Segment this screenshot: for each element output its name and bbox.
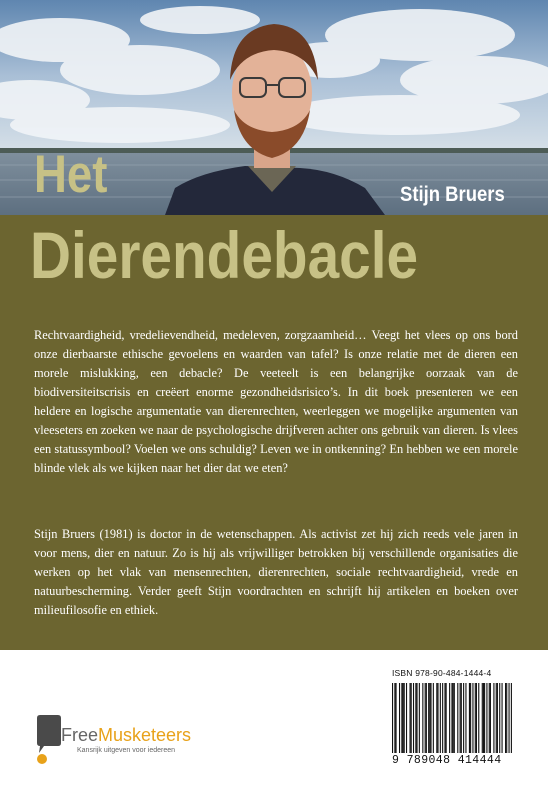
- barcode-bar: [463, 683, 464, 753]
- barcode-bar: [499, 683, 500, 753]
- barcode-bar: [411, 683, 412, 753]
- barcode-bar: [402, 683, 403, 753]
- barcode-bar: [486, 683, 487, 753]
- barcode-bar: [460, 683, 461, 753]
- barcode-bar: [496, 683, 497, 753]
- barcode-bar: [392, 683, 393, 753]
- barcode-bar: [475, 683, 476, 753]
- barcode-bar: [415, 683, 416, 753]
- barcode-bar: [483, 683, 484, 753]
- speech-bubble-icon: [36, 713, 62, 767]
- barcode-bars: [392, 683, 512, 755]
- barcode-bar: [444, 683, 445, 753]
- publisher-tagline: Kansrijk uitgeven voor iedereen: [77, 747, 176, 754]
- barcode-bar: [453, 683, 454, 753]
- barcode-bar: [429, 683, 430, 753]
- barcode-bar: [493, 683, 494, 753]
- isbn-text: ISBN 978-90-484-1444-4: [392, 668, 492, 678]
- barcode-bar: [490, 683, 491, 753]
- publisher-name: [61, 725, 191, 746]
- barcode-bar: [509, 683, 510, 753]
- title-line-1: Het: [34, 145, 108, 204]
- barcode-bar: [497, 683, 498, 753]
- barcode-bar: [442, 683, 443, 753]
- barcode-bar: [476, 683, 477, 753]
- barcode-bar: [404, 683, 405, 753]
- barcode-bar: [394, 683, 395, 753]
- blurb-paragraph: Rechtvaardigheid, vredelievendheid, medeleven, zorgzaamheid… Veegt het vlees op ons bord onze dierbaarste ethische gevoelens en waarden van tafel? Is onze relatie met de dieren een morele mislukking, een debacle? De veeteelt is een belangrijke oorzaak van de biodiversiteitscrisis en creëert enorme gezondheidsrisico’s. In dit boek presenteren we een heldere en logische argumentatie van dierenrechten, weerleggen we mogelijke argumenten van vleeseters en zoeken we naar de psychologische drijfveren achter ons gebruik van dieren. Is vlees een statussymbool? Voelen we ons schuldig? Leven we in ontkenning? En hebben we een morele blinde vlek als we kijken naar het dier dat we eten?: [34, 328, 518, 475]
- barcode-bar: [449, 683, 450, 753]
- publisher-name-part2: Musketeers: [98, 725, 192, 745]
- barcode-bar: [489, 683, 490, 753]
- barcode-bar: [506, 683, 507, 753]
- barcode-bar: [470, 683, 471, 753]
- barcode-bar: [478, 683, 479, 753]
- barcode-bar: [505, 683, 506, 753]
- barcode-bar: [416, 683, 417, 753]
- isbn-barcode: [392, 668, 512, 772]
- barcode-bar: [425, 683, 426, 753]
- barcode-bar: [396, 683, 397, 753]
- barcode-bar: [409, 683, 410, 753]
- barcode-bar: [511, 683, 512, 753]
- barcode-bar: [419, 683, 420, 753]
- publisher-name-part1: Free: [61, 725, 99, 745]
- barcode-bar: [446, 683, 447, 753]
- title-line-2: Dierendebacle: [30, 218, 419, 292]
- barcode-bar: [433, 683, 434, 753]
- barcode-bar: [451, 683, 452, 753]
- barcode-bar: [401, 683, 402, 753]
- barcode-bar: [465, 683, 466, 753]
- barcode-bar: [437, 683, 438, 753]
- barcode-bar: [461, 683, 462, 753]
- publisher-logo: [36, 713, 192, 767]
- author-name: Stijn Bruers: [400, 183, 505, 206]
- barcode-bar: [436, 683, 437, 753]
- barcode-bar: [440, 683, 441, 753]
- barcode-bar: [422, 683, 423, 753]
- barcode-bar: [399, 683, 400, 753]
- barcode-bar: [406, 683, 407, 753]
- barcode-bar: [482, 683, 483, 753]
- barcode-bar: [430, 683, 431, 753]
- author-bio-paragraph: Stijn Bruers (1981) is doctor in de wetenschappen. Als activist zet hij zich reeds vele jaren in voor mens, dier en natuur. Zo is hij als vrijwilliger betrokken bij verschillende organisaties die werken op het vlak van mensenrechten, dierenrechten, sociale rechtvaardigheid, vrede en natuurbescherming. Verder geeft Stijn voordrachten en schrijft hij artikelen en boeken over milieufilosofie en ethiek.: [34, 527, 518, 617]
- barcode-bar: [428, 683, 429, 753]
- barcode-bar: [457, 683, 458, 753]
- barcode-bar: [469, 683, 470, 753]
- barcode-bar: [472, 683, 473, 753]
- barcode-bar: [454, 683, 455, 753]
- barcode-digits: 9 789048 414444: [392, 754, 502, 767]
- barcode-bar: [426, 683, 427, 753]
- barcode-bar: [413, 683, 414, 753]
- barcode-bar: [484, 683, 485, 753]
- barcode-bar: [502, 683, 503, 753]
